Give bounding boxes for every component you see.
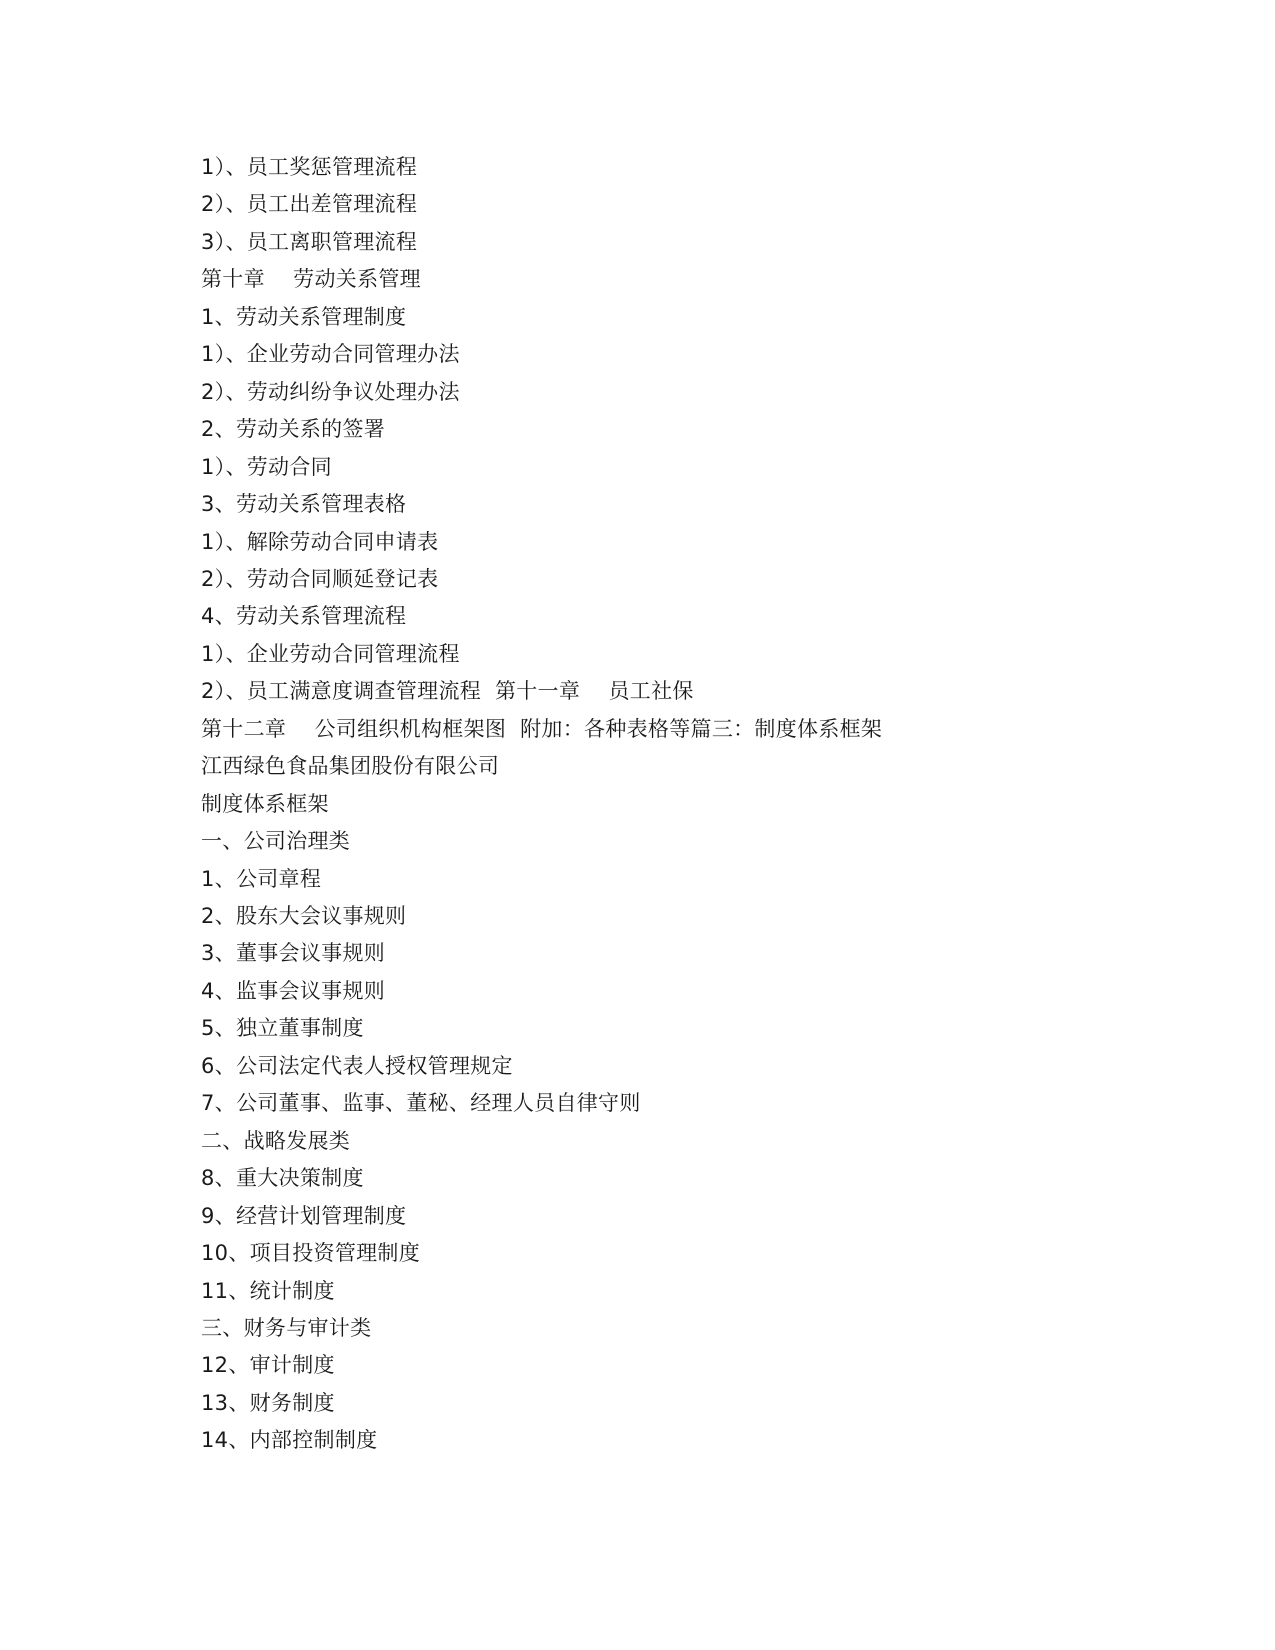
text-line: 12、审计制度 bbox=[201, 1353, 335, 1378]
text-line: 2）、劳动合同顺延登记表 bbox=[201, 566, 439, 591]
text-line: 江西绿色食品集团股份有限公司 bbox=[201, 754, 500, 779]
text-line: 2）、劳动纠纷争议处理办法 bbox=[201, 379, 460, 404]
text-line: 13、财务制度 bbox=[201, 1390, 335, 1415]
text-line: 14、内部控制制度 bbox=[201, 1428, 378, 1453]
text-line: 5、独立董事制度 bbox=[201, 1016, 364, 1041]
text-line: 2）、员工满意度调查管理流程 第十一章 员工社保 bbox=[201, 679, 694, 704]
text-line: 3、董事会议事规则 bbox=[201, 941, 386, 966]
text-line: 2、劳动关系的签署 bbox=[201, 417, 386, 442]
text-line: 8、重大决策制度 bbox=[201, 1166, 364, 1191]
text-line: 一、公司治理类 bbox=[201, 829, 351, 854]
text-line: 4、劳动关系管理流程 bbox=[201, 604, 407, 629]
text-line: 1、公司章程 bbox=[201, 866, 322, 891]
text-line: 第十二章 公司组织机构框架图 附加：各种表格等篇三：制度体系框架 bbox=[201, 716, 883, 741]
text-line: 1）、企业劳动合同管理办法 bbox=[201, 342, 460, 367]
text-line: 1）、员工奖惩管理流程 bbox=[201, 155, 418, 179]
text-line: 9、经营计划管理制度 bbox=[201, 1203, 407, 1228]
text-line: 4、监事会议事规则 bbox=[201, 978, 386, 1003]
text-line: 7、公司董事、监事、董秘、经理人员自律守则 bbox=[201, 1091, 641, 1116]
text-line: 制度体系框架 bbox=[201, 791, 329, 816]
text-line: 3）、员工离职管理流程 bbox=[201, 229, 418, 254]
text-line: 10、项目投资管理制度 bbox=[201, 1241, 421, 1266]
text-line: 1）、解除劳动合同申请表 bbox=[201, 529, 439, 554]
text-line: 三、财务与审计类 bbox=[201, 1315, 372, 1340]
text-line: 3、劳动关系管理表格 bbox=[201, 492, 407, 517]
text-line: 1）、劳动合同 bbox=[201, 454, 332, 479]
text-line: 二、战略发展类 bbox=[201, 1128, 351, 1153]
text-line: 2、股东大会议事规则 bbox=[201, 904, 407, 928]
text-line: 2）、员工出差管理流程 bbox=[201, 192, 418, 217]
text-line: 6、公司法定代表人授权管理规定 bbox=[201, 1053, 513, 1078]
text-line: 1、劳动关系管理制度 bbox=[201, 304, 407, 329]
text-line: 1）、企业劳动合同管理流程 bbox=[201, 641, 460, 666]
text-line: 第十章 劳动关系管理 bbox=[201, 267, 421, 292]
text-line: 11、统计制度 bbox=[201, 1278, 335, 1303]
